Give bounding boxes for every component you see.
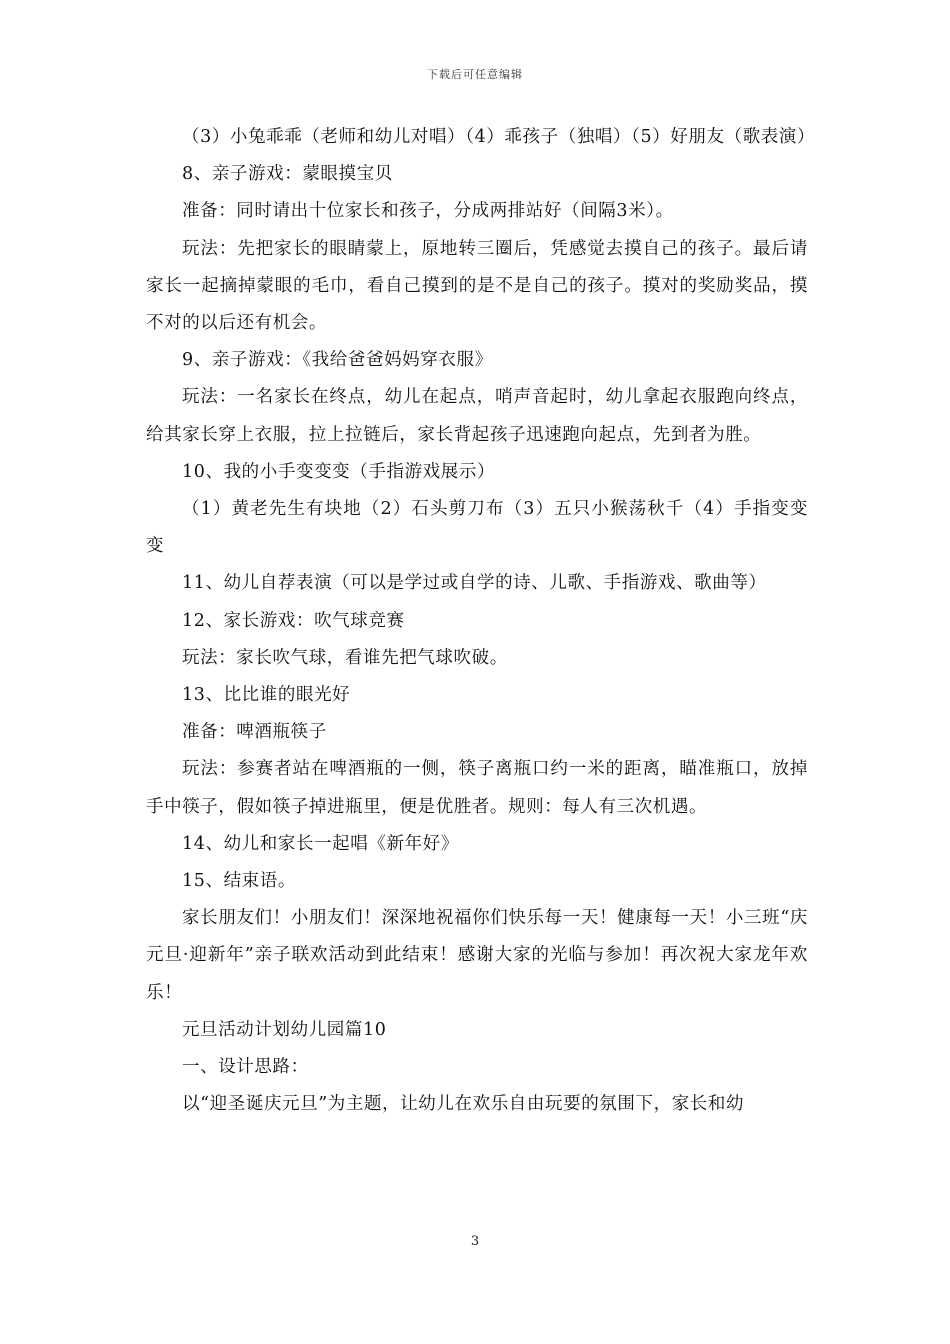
paragraph: （1）黄老先生有块地（2）石头剪刀布（3）五只小猴荡秋千（4）手指变变变 xyxy=(146,499,808,557)
section-heading: 14、幼儿和家长一起唱《新年好》 xyxy=(182,833,459,854)
section-heading: 12、家长游戏：吹气球竞赛 xyxy=(182,610,405,631)
section-heading: 元旦活动计划幼儿园篇10 xyxy=(182,1019,387,1040)
section-heading: 一、设计思路： xyxy=(182,1057,309,1078)
page-header: 下载后可任意编辑 xyxy=(427,68,523,81)
paragraph: 玩法：参赛者站在啤酒瓶的一侧，筷子离瓶口约一米的距离，瞄准瓶口，放掉手中筷子，假如筷子掉进瓶里，便是优胜者。规则：每人有三次机遇。 xyxy=(146,759,808,817)
paragraph: 准备：同时请出十位家长和孩子，分成两排站好（间隔3米）。 xyxy=(182,201,674,222)
page-number: 3 xyxy=(470,1234,480,1249)
section-heading: 15、结束语。 xyxy=(182,871,296,892)
paragraph: 准备：啤酒瓶筷子 xyxy=(182,722,327,743)
paragraph: 家长朋友们！小朋友们！深深地祝福你们快乐每一天！健康每一天！小三班“庆元旦·迎新年”亲子联欢活动到此结束！感谢大家的光临与参加！再次祝大家龙年欢乐！ xyxy=(146,908,808,1003)
section-heading: 13、比比谁的眼光好 xyxy=(182,685,351,706)
paragraph: 玩法：先把家长的眼睛蒙上，原地转三圈后，凭感觉去摸自己的孩子。最后请家长一起摘掉蒙眼的毛巾，看自己摸到的是不是自己的孩子。摸对的奖励奖品，摸不对的以后还有机会。 xyxy=(146,238,808,334)
section-heading: 11、幼儿自荐表演（可以是学过或自学的诗、儿歌、手指游戏、歌曲等） xyxy=(182,573,767,594)
section-heading: 9、亲子游戏：《我给爸爸妈妈穿衣服》 xyxy=(182,350,493,371)
paragraph: （3）小兔乖乖（老师和幼儿对唱）（4）乖孩子（独唱）（5）好朋友（歌表演） xyxy=(182,127,816,147)
section-heading: 8、亲子游戏：蒙眼摸宝贝 xyxy=(182,164,393,185)
document-body xyxy=(146,119,816,1123)
paragraph: 以“迎圣诞庆元旦”为主题，让幼儿在欢乐自由玩要的氛围下，家长和幼 xyxy=(182,1094,745,1115)
section-heading: 10、我的小手变变变（手指游戏展示） xyxy=(182,461,496,482)
paragraph: 玩法：一名家长在终点，幼儿在起点，哨声音起时，幼儿拿起衣服跑向终点，给其家长穿上衣服，拉上拉链后，家长背起孩子迅速跑向起点，先到者为胜。 xyxy=(146,387,808,445)
paragraph: 玩法：家长吹气球，看谁先把气球吹破。 xyxy=(182,647,508,668)
